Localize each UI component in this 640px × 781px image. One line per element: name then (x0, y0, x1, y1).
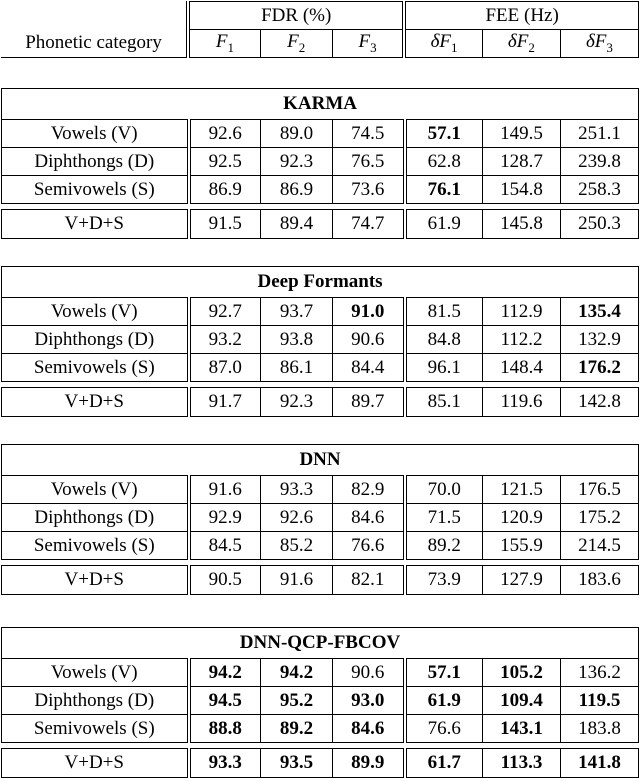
value-cell: 135.4 (561, 298, 639, 326)
value-cell: 92.5 (189, 148, 261, 176)
value-cell: 57.1 (405, 659, 483, 687)
table-row (2, 120, 639, 148)
section-title: DNN-QCP-FBCOV (2, 628, 639, 659)
table-row (2, 476, 639, 504)
row-label: Vowels (V) (2, 120, 189, 148)
section-total-table-1 (1, 387, 639, 417)
section-total-table-0 (1, 209, 639, 239)
section-table-0 (1, 88, 639, 204)
row-label: Diphthongs (D) (2, 148, 189, 176)
value-cell: 121.5 (483, 476, 561, 504)
value-cell: 76.5 (333, 148, 405, 176)
value-cell: 94.5 (189, 687, 261, 715)
total-value-cell: 89.9 (333, 749, 405, 778)
row-label: Vowels (V) (2, 476, 189, 504)
value-cell: 90.6 (333, 326, 405, 354)
fdr-group-header: FDR (%) (188, 2, 404, 30)
row-label: Semivowels (S) (2, 176, 189, 204)
total-value-cell: 145.8 (483, 210, 561, 239)
value-cell: 84.5 (189, 532, 261, 560)
table-row (2, 354, 639, 382)
total-value-cell: 90.5 (189, 566, 261, 595)
value-cell: 93.2 (189, 326, 261, 354)
value-cell: 89.0 (261, 120, 333, 148)
value-cell: 61.9 (405, 687, 483, 715)
value-cell: 76.6 (333, 532, 405, 560)
value-cell: 93.3 (261, 476, 333, 504)
section-table-1 (1, 266, 639, 382)
value-cell: 76.6 (405, 715, 483, 743)
fdr-f2-header: $F_2$ (260, 30, 332, 58)
value-cell: 81.5 (405, 298, 483, 326)
total-value-cell: 93.5 (261, 749, 333, 778)
total-value-cell: 73.9 (405, 566, 483, 595)
value-cell: 175.2 (561, 504, 639, 532)
total-row (2, 388, 639, 417)
value-cell: 87.0 (189, 354, 261, 382)
value-cell: 112.9 (483, 298, 561, 326)
row-label: Diphthongs (D) (2, 504, 189, 532)
value-cell: 92.7 (189, 298, 261, 326)
table-row (2, 504, 639, 532)
value-cell: 84.8 (405, 326, 483, 354)
row-label: Semivowels (S) (2, 715, 189, 743)
value-cell: 88.8 (189, 715, 261, 743)
value-cell: 73.6 (333, 176, 405, 204)
value-cell: 62.8 (405, 148, 483, 176)
total-label: V+D+S (2, 388, 189, 417)
value-cell: 183.8 (561, 715, 639, 743)
fee-df1-header: $\delta F_1$ (404, 30, 482, 58)
value-cell: 148.4 (483, 354, 561, 382)
total-value-cell: 91.7 (189, 388, 261, 417)
total-row (2, 749, 639, 778)
section-table-2 (1, 444, 639, 560)
value-cell: 84.6 (333, 715, 405, 743)
value-cell: 155.9 (483, 532, 561, 560)
total-value-cell: 142.8 (561, 388, 639, 417)
value-cell: 92.6 (261, 504, 333, 532)
value-cell: 85.2 (261, 532, 333, 560)
value-cell: 149.5 (483, 120, 561, 148)
value-cell: 109.4 (483, 687, 561, 715)
table-row (2, 298, 639, 326)
value-cell: 176.5 (561, 476, 639, 504)
value-cell: 70.0 (405, 476, 483, 504)
fdr-f1-header: $F_1$ (188, 30, 260, 58)
value-cell: 96.1 (405, 354, 483, 382)
fdr-f3-header: $F_3$ (332, 30, 404, 58)
fee-df2-header: $\delta F_2$ (482, 30, 560, 58)
total-value-cell: 93.3 (189, 749, 261, 778)
total-value-cell: 141.8 (561, 749, 639, 778)
value-cell: 90.6 (333, 659, 405, 687)
fee-group-header: FEE (Hz) (404, 2, 638, 30)
total-value-cell: 91.5 (189, 210, 261, 239)
total-value-cell: 250.3 (561, 210, 639, 239)
value-cell: 86.9 (189, 176, 261, 204)
value-cell: 143.1 (483, 715, 561, 743)
total-value-cell: 61.9 (405, 210, 483, 239)
section-title: Deep Formants (2, 267, 639, 298)
table-row (2, 326, 639, 354)
total-row (2, 210, 639, 239)
value-cell: 239.8 (561, 148, 639, 176)
value-cell: 251.1 (561, 120, 639, 148)
value-cell: 94.2 (261, 659, 333, 687)
value-cell: 136.2 (561, 659, 639, 687)
total-value-cell: 82.1 (333, 566, 405, 595)
fee-df3-header: $\delta F_3$ (560, 30, 638, 58)
value-cell: 258.3 (561, 176, 639, 204)
total-label: V+D+S (2, 210, 189, 239)
value-cell: 93.0 (333, 687, 405, 715)
row-label: Semivowels (S) (2, 354, 189, 382)
value-cell: 86.1 (261, 354, 333, 382)
value-cell: 57.1 (405, 120, 483, 148)
value-cell: 154.8 (483, 176, 561, 204)
header-table (1, 1, 639, 58)
row-label: Diphthongs (D) (2, 326, 189, 354)
value-cell: 92.3 (261, 148, 333, 176)
value-cell: 91.6 (189, 476, 261, 504)
value-cell: 120.9 (483, 504, 561, 532)
value-cell: 132.9 (561, 326, 639, 354)
total-value-cell: 119.6 (483, 388, 561, 417)
value-cell: 95.2 (261, 687, 333, 715)
table-row (2, 148, 639, 176)
row-label: Vowels (V) (2, 659, 189, 687)
value-cell: 89.2 (261, 715, 333, 743)
value-cell: 74.5 (333, 120, 405, 148)
value-cell: 94.2 (189, 659, 261, 687)
value-cell: 119.5 (561, 687, 639, 715)
value-cell: 112.2 (483, 326, 561, 354)
total-label: V+D+S (2, 566, 189, 595)
total-value-cell: 183.6 (561, 566, 639, 595)
value-cell: 93.7 (261, 298, 333, 326)
total-value-cell: 127.9 (483, 566, 561, 595)
total-value-cell: 61.7 (405, 749, 483, 778)
total-value-cell: 74.7 (333, 210, 405, 239)
value-cell: 82.9 (333, 476, 405, 504)
section-title: KARMA (2, 89, 639, 120)
total-value-cell: 85.1 (405, 388, 483, 417)
total-value-cell: 92.3 (261, 388, 333, 417)
value-cell: 214.5 (561, 532, 639, 560)
value-cell: 176.2 (561, 354, 639, 382)
section-total-table-3 (1, 748, 639, 778)
table-row (2, 659, 639, 687)
row-label: Diphthongs (D) (2, 687, 189, 715)
value-cell: 71.5 (405, 504, 483, 532)
section-title: DNN (2, 445, 639, 476)
value-cell: 128.7 (483, 148, 561, 176)
table-row (2, 687, 639, 715)
total-value-cell: 91.6 (261, 566, 333, 595)
value-cell: 86.9 (261, 176, 333, 204)
value-cell: 84.6 (333, 504, 405, 532)
table-row (2, 176, 639, 204)
table-row (2, 715, 639, 743)
total-value-cell: 89.4 (261, 210, 333, 239)
row-label: Semivowels (S) (2, 532, 189, 560)
value-cell: 93.8 (261, 326, 333, 354)
table-row (2, 532, 639, 560)
phonetic-category-header: Phonetic category (1, 2, 188, 58)
section-total-table-2 (1, 565, 639, 595)
value-cell: 105.2 (483, 659, 561, 687)
value-cell: 84.4 (333, 354, 405, 382)
total-label: V+D+S (2, 749, 189, 778)
value-cell: 92.6 (189, 120, 261, 148)
value-cell: 92.9 (189, 504, 261, 532)
section-table-3 (1, 627, 639, 743)
row-label: Vowels (V) (2, 298, 189, 326)
value-cell: 89.2 (405, 532, 483, 560)
total-row (2, 566, 639, 595)
total-value-cell: 113.3 (483, 749, 561, 778)
value-cell: 76.1 (405, 176, 483, 204)
value-cell: 91.0 (333, 298, 405, 326)
total-value-cell: 89.7 (333, 388, 405, 417)
